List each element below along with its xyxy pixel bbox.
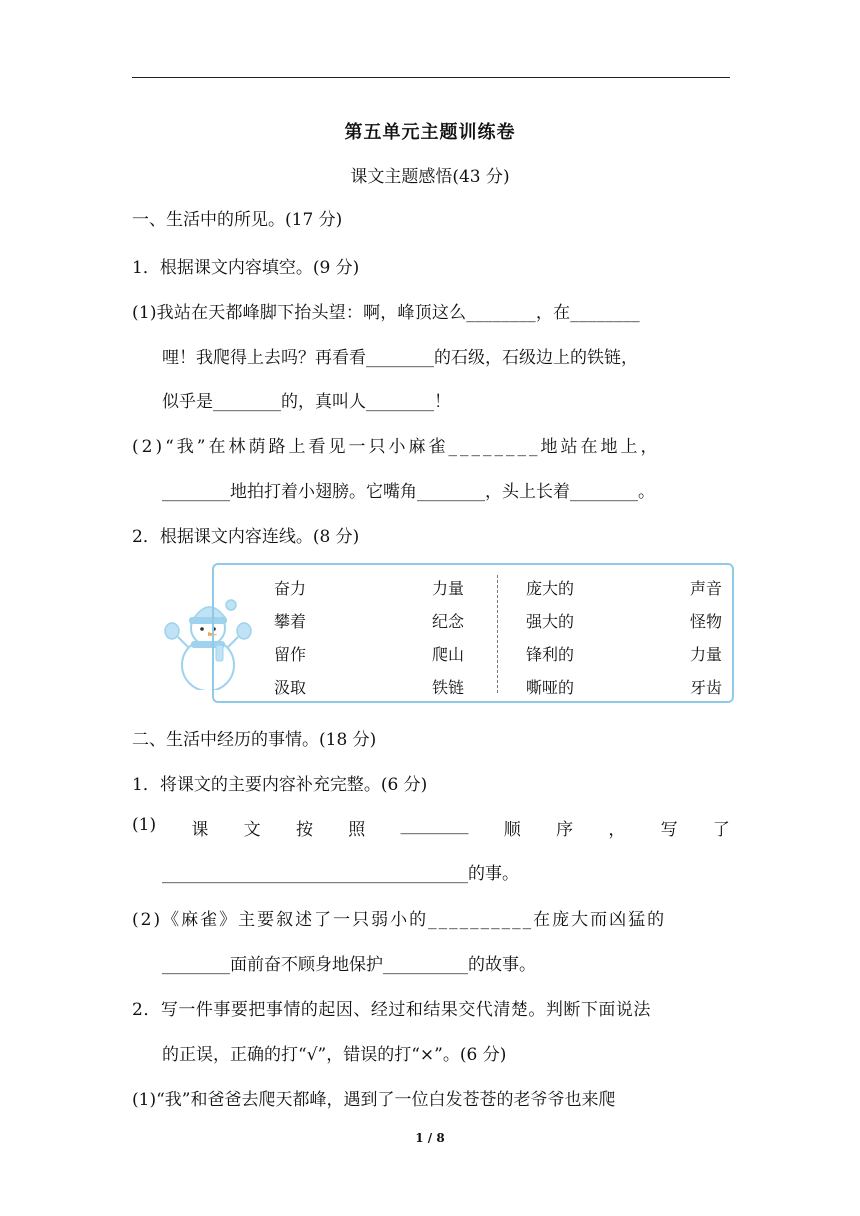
right-col1-item: 强大的: [526, 612, 575, 631]
s1-q1-p2-line2: ________地拍打着小翅膀。它嘴角________，头上长着________。: [162, 482, 655, 502]
matching-box: [212, 563, 734, 703]
left-col1-item: 汲取: [274, 678, 307, 697]
s2-q1-p2-line1: (2)《麻雀》主要叙述了一只弱小的__________在庞大而凶猛的: [132, 910, 667, 930]
token: ________: [400, 815, 469, 835]
right-col1-item: 嘶哑的: [526, 678, 575, 697]
page-subtitle: 课文主题感悟(43 分): [350, 167, 510, 187]
s2-q1-stem: 1．将课文的主要内容补充完整。(6 分): [132, 775, 428, 795]
left-col2-item: 爬山: [432, 645, 465, 664]
s2-q1-p2-line2: ________面前奋不顾身地保护__________的故事。: [162, 955, 536, 975]
token: 课: [191, 820, 209, 840]
token: 了: [712, 820, 730, 840]
left-col1-item: 奋力: [274, 579, 307, 598]
right-col1-item: 锋利的: [526, 645, 575, 664]
token: ，: [608, 820, 626, 840]
right-col2-item: 怪物: [690, 612, 723, 631]
section1-heading: 一、生活中的所见。(17 分): [132, 210, 343, 230]
left-col2-item: 纪念: [432, 612, 465, 631]
left-col1-item: 攀着: [274, 612, 307, 631]
token: 照: [348, 820, 366, 840]
token: 写: [660, 820, 678, 840]
right-col2-item: 声音: [690, 579, 723, 598]
section2-heading: 二、生活中经历的事情。(18 分): [132, 730, 377, 750]
s2-q1-p1-line2: ____________________________________的事。: [162, 864, 519, 884]
left-col2-item: 铁链: [432, 678, 465, 697]
s2-q2-p1-line1: (1)“我”和爸爸去爬天都峰，遇到了一位白发苍苍的老爷爷也来爬: [132, 1090, 616, 1110]
s1-q1-p1-line1: (1)我站在天都峰脚下抬头望：啊，峰顶这么________，在________: [132, 303, 640, 323]
top-rule: [132, 77, 730, 78]
s2-q1-p1-line1: [132, 815, 730, 840]
page-number: 1 / 8: [415, 1131, 445, 1145]
right-col2-item: 力量: [690, 645, 723, 664]
s2-q2-stem-line1: 2．写一件事要把事情的起因、经过和结果交代清楚。判断下面说法: [132, 1000, 651, 1020]
right-col1-item: 庞大的: [526, 579, 575, 598]
right-col2-item: 牙齿: [690, 678, 723, 697]
s1-q1-p1-line3: 似乎是________的，真叫人________！: [162, 392, 451, 412]
token: 序: [556, 820, 574, 840]
token: (1): [132, 815, 157, 835]
s1-q1-stem: 1．根据课文内容填空。(9 分): [132, 258, 360, 278]
left-col1-item: 留作: [274, 645, 307, 664]
s1-q1-p1-line2: 哩！我爬得上去吗？再看看________的石级，石级边上的铁链，: [162, 348, 638, 368]
s1-q1-p2-line1: (2)“我”在林荫路上看见一只小麻雀________地站在地上，: [132, 437, 661, 457]
token: 按: [295, 820, 313, 840]
token: 文: [243, 820, 261, 840]
matching-divider: [497, 575, 498, 693]
s2-q2-stem-line2: 的正误，正确的打“√”，错误的打“×”。(6 分): [162, 1045, 507, 1065]
s1-q2-stem: 2．根据课文内容连线。(8 分): [132, 527, 360, 547]
left-col2-item: 力量: [432, 579, 465, 598]
page-title: 第五单元主题训练卷: [344, 122, 516, 143]
token: 顺: [503, 820, 521, 840]
